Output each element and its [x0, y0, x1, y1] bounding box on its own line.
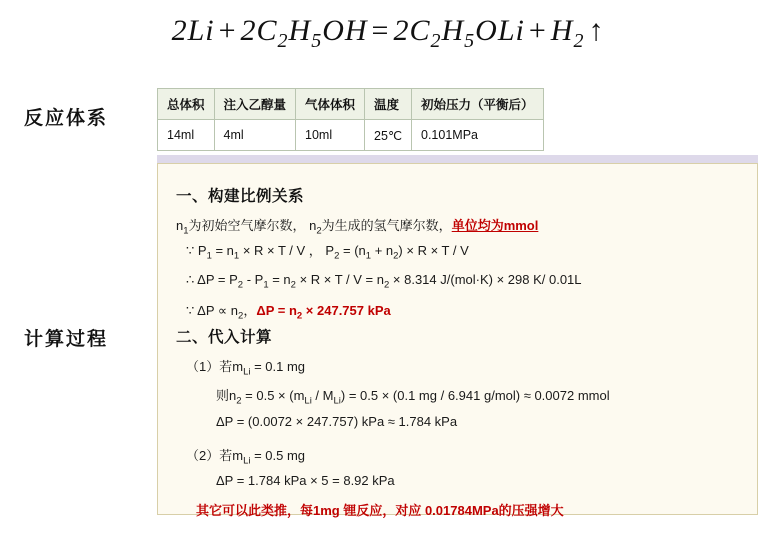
- text-fragment: ) × R × T / V: [398, 243, 469, 258]
- equation-up-arrow-icon: ↑: [588, 14, 605, 47]
- text-fragment: （1）若m: [186, 359, 244, 374]
- text-fragment: n: [176, 218, 184, 233]
- text-subscript: 2: [237, 279, 244, 291]
- text-fragment: = 0.5 × (m: [241, 388, 305, 403]
- equation-ethanol-2: H: [288, 14, 312, 47]
- section-1-line-3: [186, 272, 582, 291]
- table-header-row: [158, 89, 544, 120]
- text-fragment: = n: [211, 243, 234, 258]
- text-fragment: = 0.5 mg: [250, 448, 306, 463]
- text-fragment: 为初始空气摩尔数， n: [188, 218, 317, 233]
- text-fragment: ∵ P: [186, 243, 207, 258]
- section-1-line-4: [186, 300, 391, 322]
- equation-equals: =: [371, 14, 390, 47]
- section-2-item-2-label: [186, 445, 305, 467]
- text-subscript: Li: [333, 395, 341, 407]
- section-2-item-1-line-3: ΔP = (0.0072 × 247.757) kPa ≈ 1.784 kPa: [216, 414, 458, 429]
- text-fragment: ，: [243, 303, 257, 318]
- text-fragment: = 0.1 mg: [250, 359, 306, 374]
- text-subscript: 2: [334, 250, 340, 262]
- label-reaction-system: 反应体系: [24, 108, 109, 129]
- text-subscript: Li: [304, 395, 312, 407]
- table-header-cell: 气体体积: [296, 89, 365, 120]
- equation-product-sub-1: 2: [430, 30, 442, 52]
- equation-reactant-li: 2Li: [171, 14, 215, 47]
- table-cell: 4ml: [214, 120, 296, 151]
- text-fragment: / M: [311, 388, 334, 403]
- text-subscript: 1: [233, 250, 240, 262]
- text-subscript: 2: [236, 395, 242, 407]
- equation-plus-2: +: [528, 14, 547, 47]
- text-fragment: 为生成的氢气摩尔数，: [321, 218, 452, 233]
- equation-hydrogen-sub: 2: [573, 30, 585, 52]
- table-cell: 10ml: [296, 120, 365, 151]
- section-1-title: 一、构建比例关系: [176, 188, 305, 205]
- table-header-cell: 初始压力（平衡后）: [412, 89, 544, 120]
- section-2-title: 二、代入计算: [176, 329, 273, 346]
- table-header-cell: 总体积: [158, 89, 215, 120]
- text-subscript: 2: [384, 279, 390, 291]
- section-1-line-1: [176, 215, 538, 237]
- highlight-formula-tail: × 247.757 kPa: [302, 303, 391, 318]
- label-calculation-process: 计算过程: [24, 329, 109, 350]
- equation-plus-1: +: [218, 14, 237, 47]
- text-subscript: 2: [290, 279, 296, 291]
- text-fragment: - P: [243, 272, 264, 287]
- footer-conclusion: 其它可以此类推，每1mg 锂反应，对应 0.01784MPa的压强增大: [196, 503, 564, 518]
- text-fragment: = n: [268, 272, 291, 287]
- table-cell: 14ml: [158, 120, 215, 151]
- section-2-item-1-label: [186, 356, 305, 378]
- text-fragment: 则n: [216, 388, 237, 403]
- table-header-cell: 温度: [365, 89, 412, 120]
- section-2-item-1-line-2: [216, 385, 610, 407]
- text-fragment: ) = 0.5 × (0.1 mg / 6.941 g/mol) ≈ 0.0072 mmol: [340, 388, 610, 403]
- text-subscript: 2: [238, 310, 244, 322]
- text-fragment: ∵ ΔP ∝ n: [186, 303, 239, 318]
- equation-product-sub-2: 5: [464, 30, 476, 52]
- equation-ethanol-sub-1: 2: [277, 30, 289, 52]
- section-2-item-2-line-2: ΔP = 1.784 kPa × 5 = 8.92 kPa: [216, 473, 395, 488]
- equation-ethanol-sub-2: 5: [311, 30, 323, 52]
- equation-product-2: H: [441, 14, 465, 47]
- text-subscript: 1: [206, 250, 212, 262]
- text-subscript: 2: [393, 250, 399, 262]
- text-subscript: 1: [365, 250, 372, 262]
- table-cell: 0.101MPa: [412, 120, 544, 151]
- text-subscript: Li: [243, 455, 251, 467]
- equation-product-1: 2C: [393, 14, 431, 47]
- table-cell: 25℃: [365, 120, 412, 151]
- highlight-formula-subscript: 2: [296, 310, 303, 322]
- text-fragment: × R × T / V ， P: [239, 243, 335, 258]
- text-fragment: × R × T / V = n: [295, 272, 384, 287]
- text-fragment: ∴ ΔP = P: [186, 272, 238, 287]
- text-subscript: 2: [316, 225, 322, 237]
- table-header-cell: 注入乙醇量: [214, 89, 296, 120]
- equation-hydrogen: H: [550, 14, 574, 47]
- text-subscript: 1: [263, 279, 269, 291]
- table-row: [158, 120, 544, 151]
- section-1-line-2: [186, 240, 469, 262]
- text-fragment: × 8.314 J/(mol·K) × 298 K/ 0.01L: [389, 272, 582, 287]
- text-subscript: 1: [183, 225, 189, 237]
- equation-ethanol-1: 2C: [240, 14, 278, 47]
- text-fragment: + n: [371, 243, 394, 258]
- text-fragment: = (n: [339, 243, 366, 258]
- equation-ethanol-3: OH: [322, 14, 368, 47]
- text-fragment: （2）若m: [186, 448, 244, 463]
- highlight-formula: ΔP = n: [256, 303, 297, 318]
- reaction-system-table: [157, 88, 544, 151]
- text-subscript: Li: [243, 366, 251, 378]
- highlight-unit-note: 单位均为mmol: [451, 218, 539, 233]
- chemical-equation: [0, 14, 780, 53]
- equation-product-3: OLi: [475, 14, 525, 47]
